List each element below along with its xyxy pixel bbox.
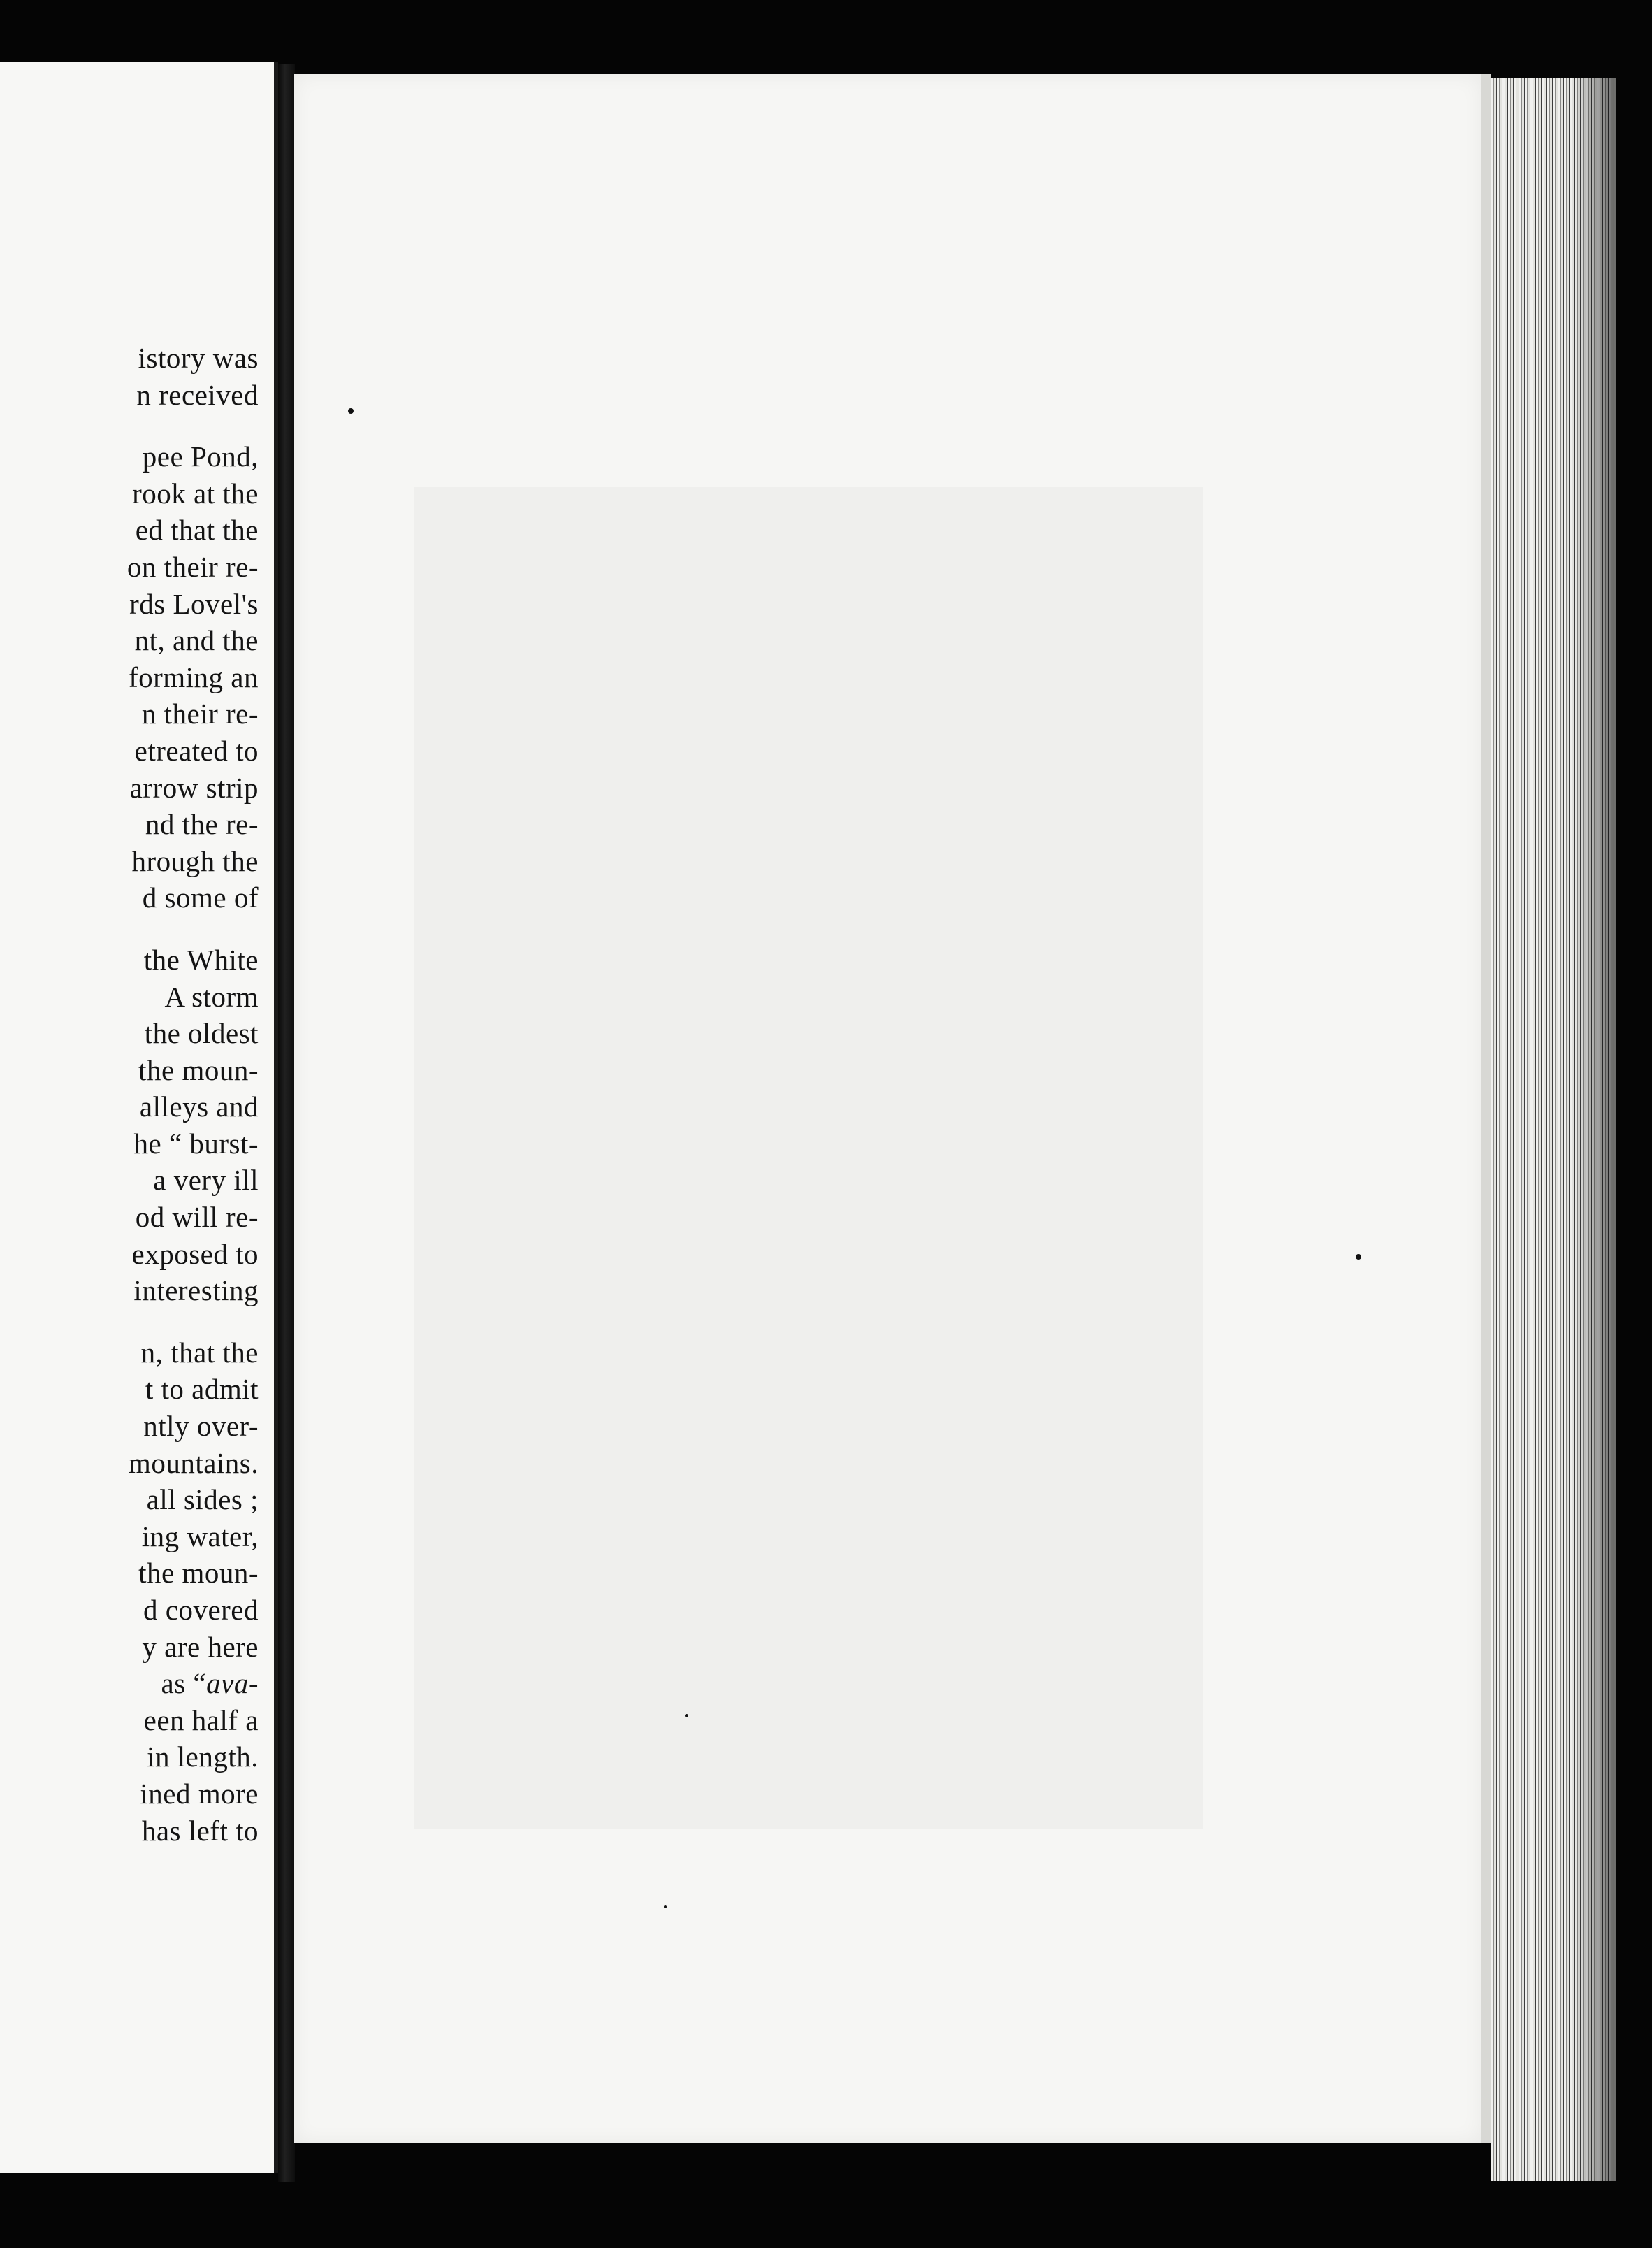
text-line: ing water,: [141, 1520, 259, 1552]
text-line: n, that the: [140, 1336, 259, 1369]
text-line: nt, and the: [134, 624, 259, 657]
text-line: istory was: [138, 342, 259, 374]
text-line: rook at the: [132, 477, 259, 510]
dust-speck: [1356, 1254, 1361, 1260]
text-line: a very ill: [153, 1164, 259, 1197]
text-line: the moun-: [138, 1053, 259, 1086]
text-line: od will re-: [135, 1201, 259, 1234]
text-line: all sides ;: [146, 1483, 259, 1516]
text-line: n their re-: [141, 698, 259, 730]
text-line: the oldest: [144, 1017, 259, 1050]
text-line: on their re-: [126, 550, 259, 583]
text-line: the moun-: [138, 1557, 259, 1590]
text-line: in length.: [147, 1741, 259, 1773]
text-line: alleys and: [139, 1090, 259, 1123]
text-line: mountains.: [128, 1446, 259, 1479]
italic-fragment: ava-: [206, 1667, 259, 1700]
left-page: [0, 62, 278, 2173]
text-line: interesting: [133, 1274, 259, 1307]
paragraph-gap: [127, 916, 259, 942]
edge-shadow: [1572, 78, 1616, 2181]
text-line: y are here: [142, 1630, 259, 1663]
text-line: he “ burst-: [133, 1127, 259, 1160]
paragraph-gap: [127, 413, 259, 438]
text-line: d some of: [142, 881, 259, 914]
text-line: has left to: [141, 1814, 259, 1847]
text-line: t to admit: [145, 1373, 259, 1406]
left-page-text: [127, 340, 259, 1849]
text-line: nd the re-: [145, 808, 259, 841]
text-line: een half a: [143, 1703, 259, 1736]
text-line: ed that the: [135, 514, 259, 547]
text-line: rds Lovel's: [129, 587, 259, 620]
paragraph-gap: [127, 1309, 259, 1334]
text-fragment: as “: [161, 1667, 207, 1700]
dust-speck: [348, 408, 354, 414]
text-line: n received: [136, 378, 259, 411]
text-line: A storm: [164, 980, 259, 1013]
book-gutter: [278, 64, 295, 2182]
text-line: arrow strip: [129, 771, 259, 804]
plate-offset-ghost: [414, 487, 1203, 1829]
text-line: forming an: [128, 661, 259, 693]
dust-speck: [685, 1714, 688, 1717]
text-line: etreated to: [134, 734, 259, 767]
text-line: ntly over-: [143, 1410, 259, 1443]
text-line: pee Pond,: [142, 440, 259, 473]
text-line: hrough the: [131, 844, 259, 877]
text-line: d covered: [143, 1594, 259, 1626]
dust-speck: [664, 1905, 667, 1908]
text-line: ined more: [140, 1777, 259, 1810]
text-line: the White: [143, 943, 259, 976]
right-page-blank: [294, 74, 1491, 2143]
text-line: [127, 1665, 259, 1702]
text-line: exposed to: [131, 1237, 259, 1270]
